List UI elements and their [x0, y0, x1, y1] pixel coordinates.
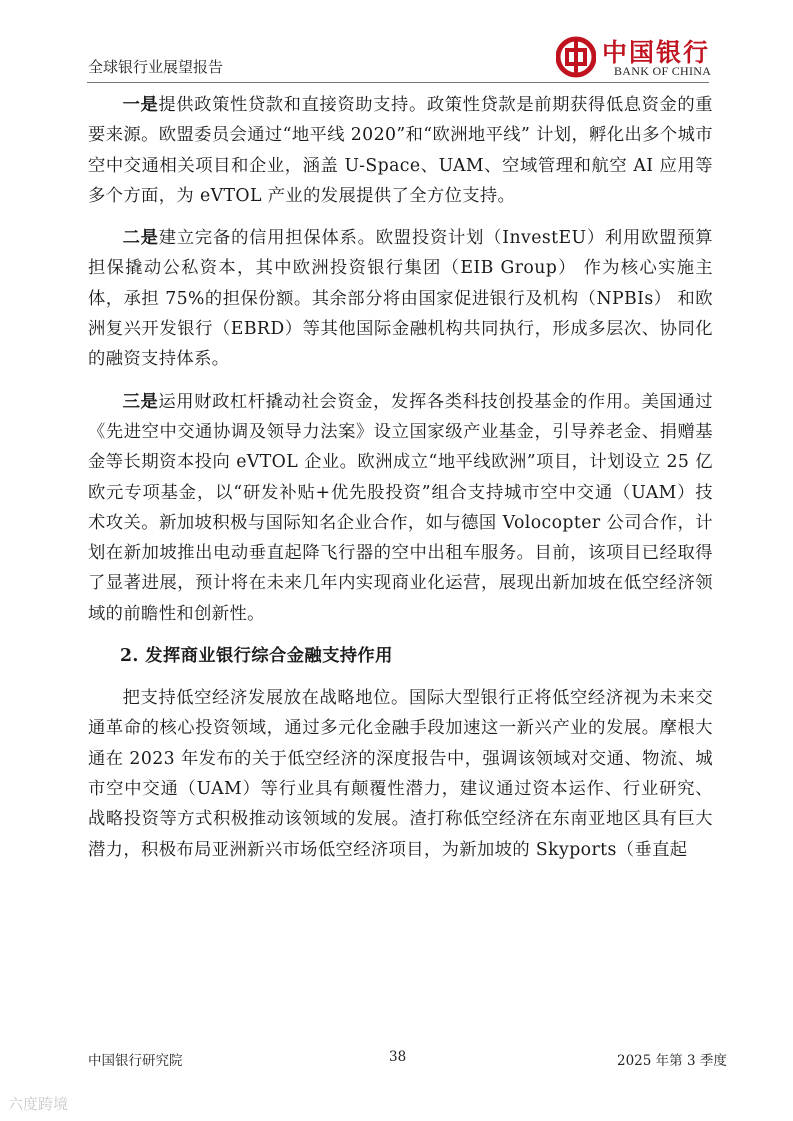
paragraph-text: 运用财政杠杆撬动社会资金，发挥各类科技创投基金的作用。美国通过《先进空中交通协调及领导力法案》设立国家级产业基金，引导养老金、捐赠基金等长期资本投向 eVTOL 企业。欧洲成立“地平线欧洲”项目，计划设立 25 亿欧元专项基金，以“研发补贴+优先股投资”组合支持城市空中交通（UAM）技术攻关。新加坡积极与国际知名企业合作，如与德国 Volocopter 公司合作，计划在新加坡推出电动垂直起降飞行器的空中出租车服务。目前，该项目已经取得了显著进展，预计将在未来几年内实现商业化运营，展现出新加坡在低空经济领域的前瞻性和创新性。	[88, 391, 713, 624]
paragraph-lead: 一是	[122, 95, 159, 115]
paragraph-commercial-banks: 把支持低空经济发展放在战略地位。国际大型银行正将低空经济视为未来交通革命的核心投资领域，通过多元化金融手段加速这一新兴产业的发展。摩根大通在 2023 年发布的关于低空经济的深度报告中，强调该领域对交通、物流、城市空中交通（UAM）等行业具有颠覆性潜力，建议通过资本运作、行业研究、战略投资等方式积极推动该领域的发展。渣打称低空经济在东南亚地区具有巨大潜力，积极布局亚洲新兴市场低空经济项目，为新加坡的 Skyports（垂直起	[88, 688, 713, 860]
section-heading: 2. 发挥商业银行综合金融支持作用	[120, 646, 393, 667]
paragraph-policy-loans	[88, 90, 713, 211]
page-number: 38	[389, 1049, 407, 1065]
watermark: 六度跨境	[8, 1095, 69, 1113]
bank-emblem-icon	[556, 36, 596, 78]
header-rule	[87, 82, 709, 83]
bank-logo	[556, 33, 716, 83]
page-body	[88, 90, 713, 865]
paragraph-text: 提供政策性贷款和直接资助支持。政策性贷款是前期获得低息资金的重要来源。欧盟委员会通过“地平线 2020”和“欧洲地平线” 计划，孵化出多个城市空中交通相关项目和企业，涵盖 U-Space、UAM、空域管理和航空 AI 应用等多个方面，为 eVTOL 产业的发展提供了全方位支持。	[88, 95, 713, 206]
logo-chinese-name: 中国银行	[602, 38, 711, 67]
paragraph-text: 建立完备的信用担保体系。欧盟投资计划（InvestEU）利用欧盟预算担保撬动公私资本，其中欧洲投资银行集团（EIB Group） 作为核心实施主体，承担 75%的担保份额。其余部分将由国家促进银行及机构（NPBIs） 和欧洲复兴开发银行（EBRD）等其他国际金融机构共同执行，形成多层次、协同化的融资支持体系。	[88, 228, 713, 370]
paragraph-lead: 二是	[122, 228, 159, 249]
logo-english-name: BANK OF CHINA	[614, 64, 712, 78]
paragraph-fiscal-leverage	[88, 387, 713, 629]
footer-period: 2025 年第 3 季度	[617, 1053, 727, 1069]
paragraph-lead: 三是	[122, 391, 159, 412]
report-title: 全球银行业展望报告	[88, 58, 224, 76]
paragraph-credit-guarantee	[88, 223, 713, 374]
footer-institute: 中国银行研究院	[88, 1053, 183, 1069]
